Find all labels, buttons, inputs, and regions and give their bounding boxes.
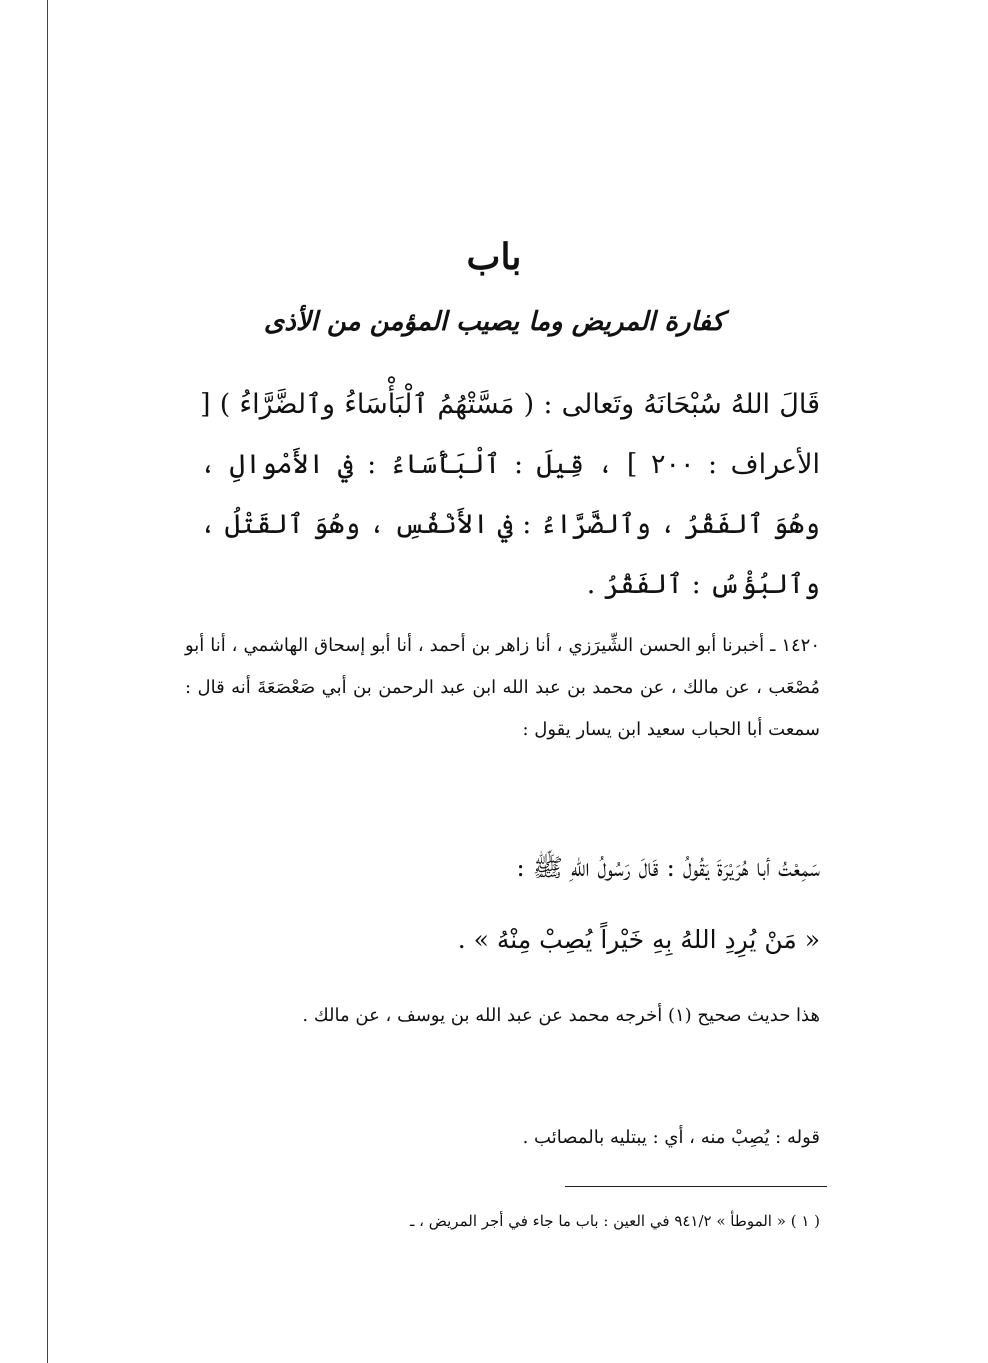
quran-verse-paragraph: قَالَ اللهُ سُبْحَانَهُ وتَعالى : ( مَسَّتْهُمُ ٱلْبَأْسَاءُ وٱلضَّرَّاءُ ) [ الأعراف : ٢٠٠ ] ، قِيلَ : ٱلْبَأْسَاءُ : في الأَمْوالِ ، وهُوَ ٱلفَقْرُ ، وٱلضَّرَّاءُ : في الأَنْفُسِ ، وهُوَ ٱلقَتْلُ ، وٱلبُؤْسُ : ٱلفَقْرُ .: [200, 389, 820, 600]
chapter-heading: باب: [466, 236, 522, 278]
hadith-matn-line: « مَنْ يُرِدِ اللهُ بِهِ خَيْراً يُصِبْ مِنْهُ » .: [457, 925, 820, 954]
hadith-isnad-paragraph: ١٤٢٠ ـ أخبرنا أبو الحسن الشِّيرَزي ، أنا زاهر بن أحمد ، أنا أبو إسحاق الهاشمي ، أنا أبو مُصْعَب ، عن مالك ، عن محمد بن عبد الله ابن عبد الرحمن بن أبي صَعْصَعَةَ أنه قال : سمعت أبا الحباب سعيد ابن يسار يقول :: [185, 635, 820, 740]
hadith-grading-paragraph: هذا حديث صحيح (١) أخرجه محمد عن عبد الله بن يوسف ، عن مالك .: [302, 1005, 820, 1026]
footnote-divider: [565, 1186, 827, 1187]
hadith-commentary: قوله : يُصِبْ منه ، أي : يبتليه بالمصائب .: [522, 1127, 820, 1148]
chapter-title: كفارة المريض وما يصيب المؤمن من الأذى: [263, 307, 725, 337]
hadith-narration-line: سَمِعْتُ أبا هُرَيْرَةَ يَقُولُ : قَالَ رَسُولُ اللهِ ﷺ :: [516, 853, 820, 882]
footnote: ( ١ ) « الموطأ » ٩٤١/٢ في العين : باب ما جاء في أجر المريض ، ـ: [409, 1212, 820, 1230]
